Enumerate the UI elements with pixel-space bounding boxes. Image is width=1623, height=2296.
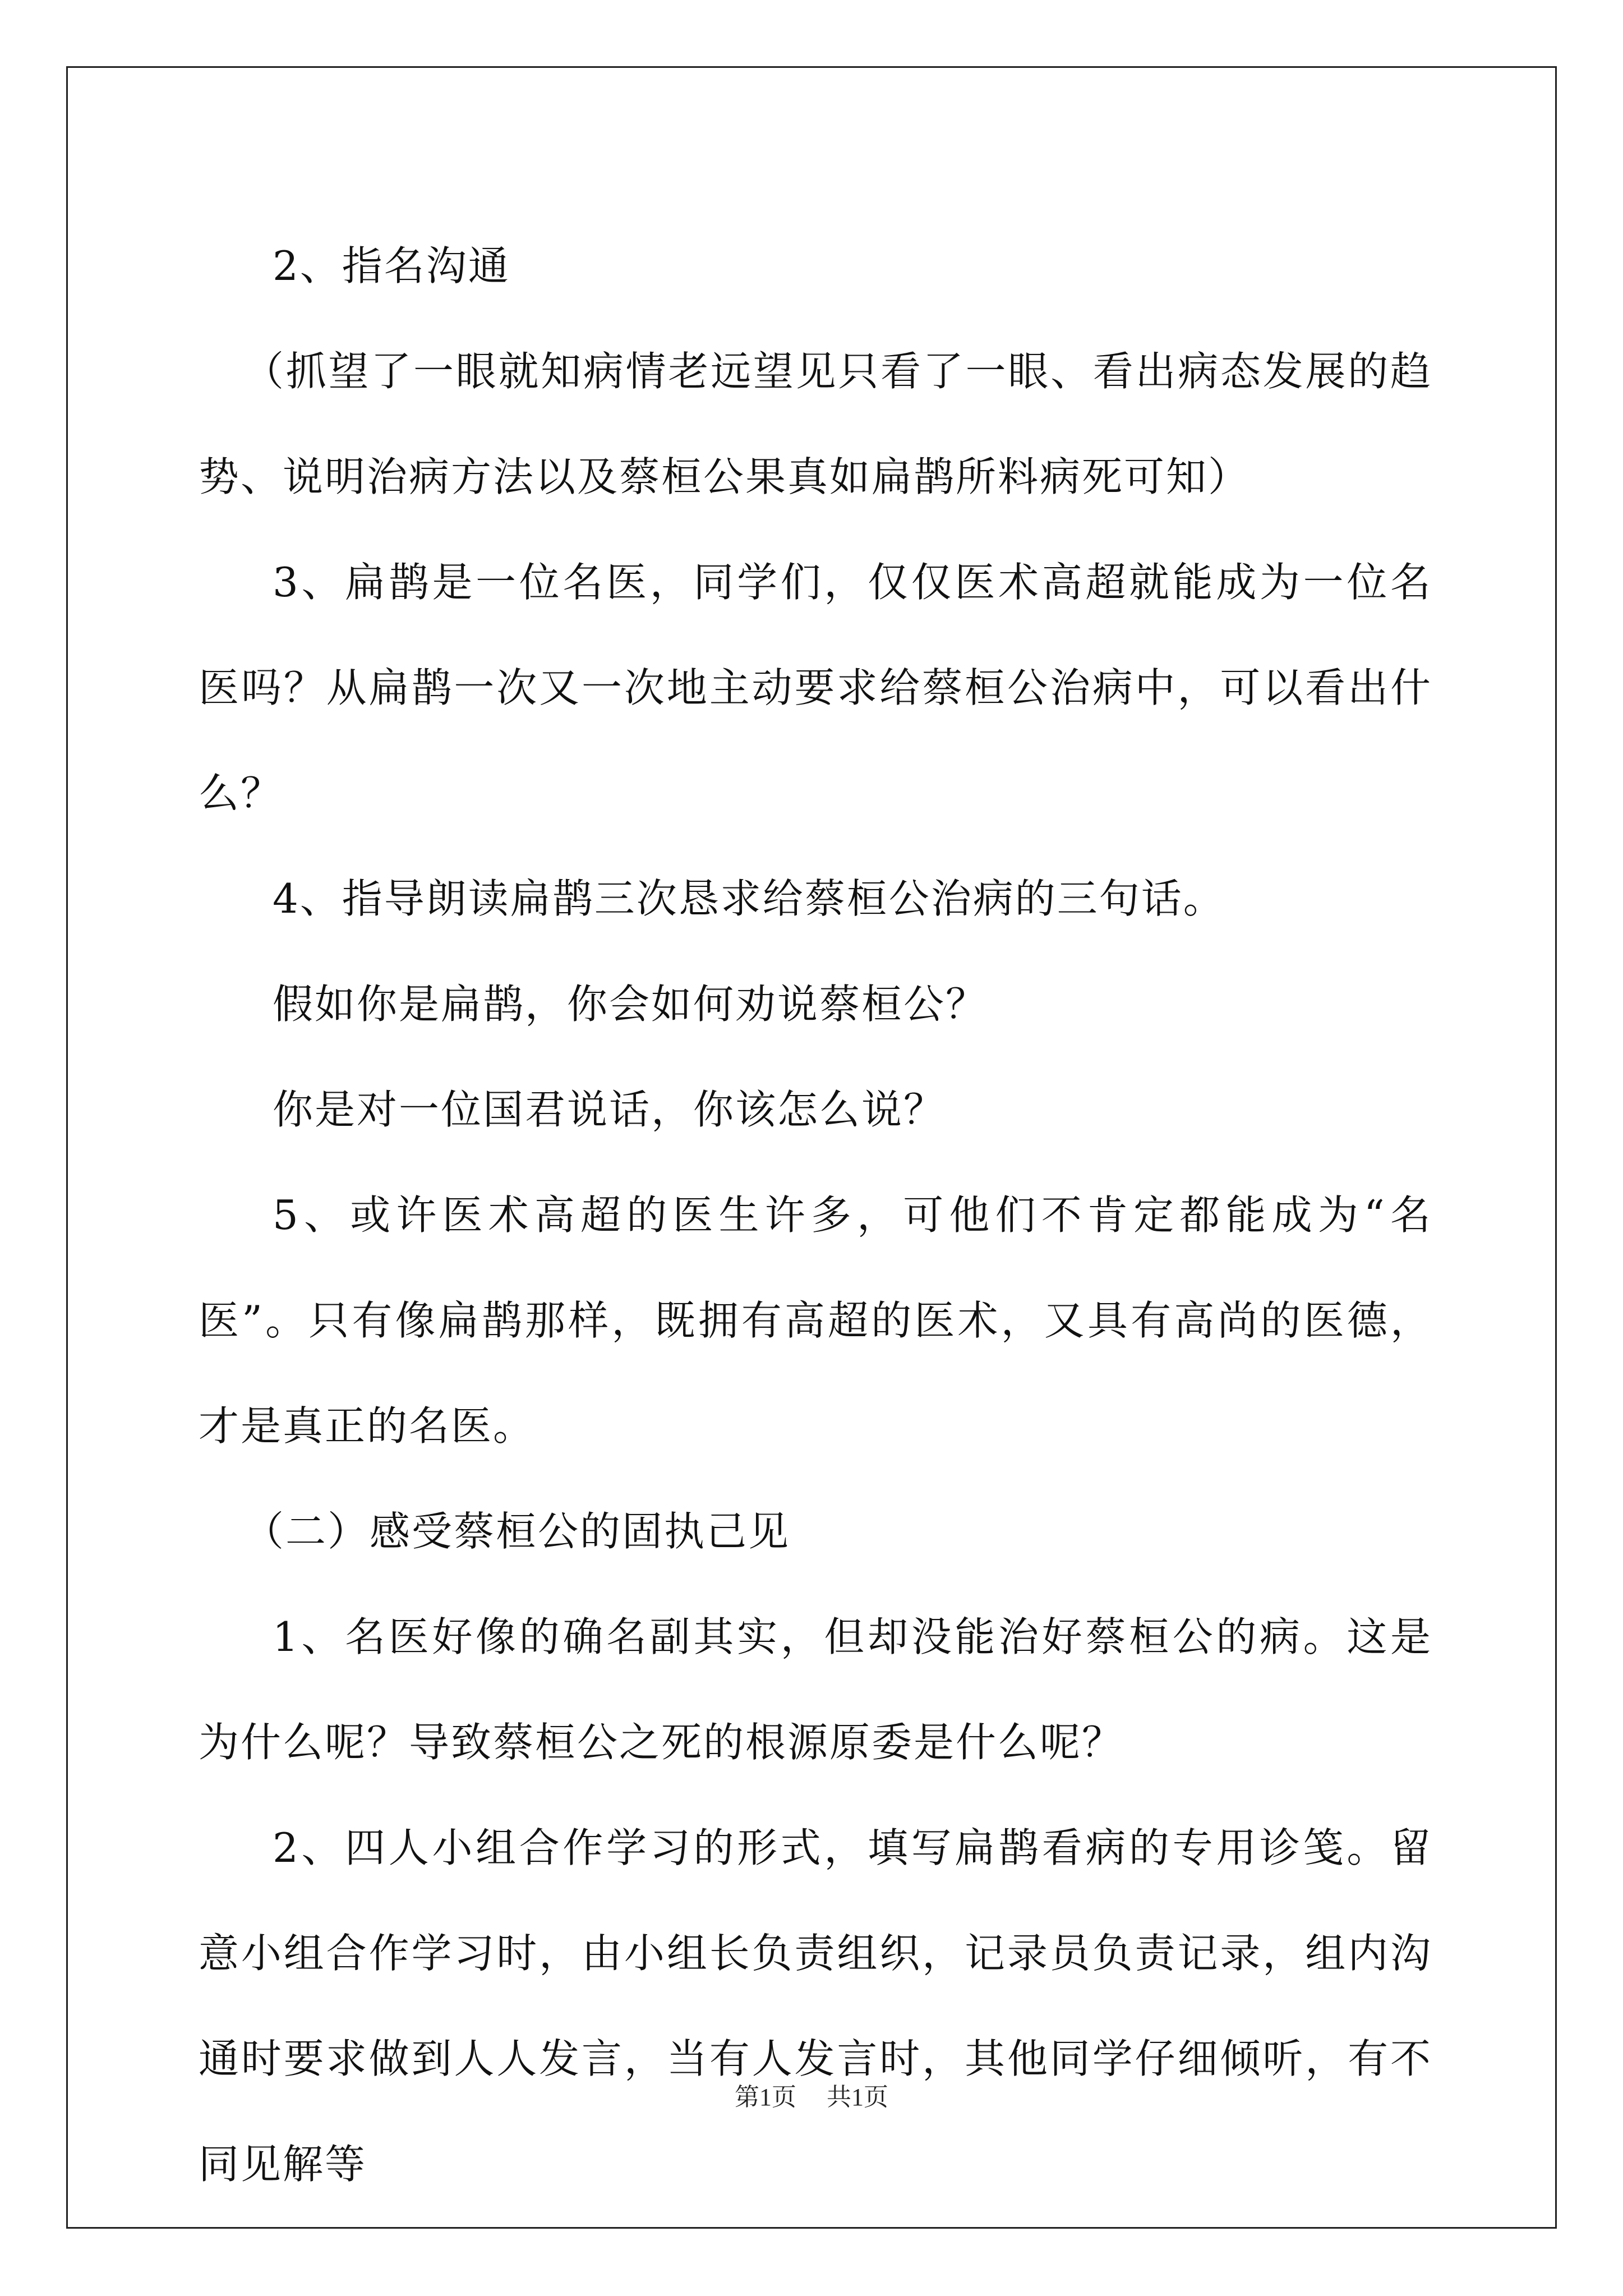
paragraph: 你是对一位国君说话，你该怎么说？ [273,1086,946,1133]
page-total: 共1页 [827,2083,888,2111]
paragraph: 2、四人小组合作学习的形式，填写扁鹊看病的专用诊笺。留意小组合作学习时，由小组长负责组织，记录员负责记录，组内沟通时要求做到人人发言，当有人发言时，其他同学仔细倾听，有不同见解等 [199,1824,1432,2188]
paragraph: 4、指导朗读扁鹊三次恳求给蔡桓公治病的三句话。 [273,875,1225,922]
document-body [199,213,1432,2217]
paragraph: 5、或许医术高超的医生许多，可他们不肯定都能成为“名医”。只有像扁鹊那样，既拥有高超的医术，又具有高尚的医德，才是真正的名医。 [199,1191,1432,1450]
paragraph: 1、名医好像的确名副其实，但却没能治好蔡桓公的病。这是为什么呢？导致蔡桓公之死的根源原委是什么呢？ [199,1613,1432,1766]
section-heading: （二）感受蔡桓公的固执己见 [243,1508,791,1555]
page-number: 第1页 [735,2083,796,2111]
paragraph: 假如你是扁鹊，你会如何劝说蔡桓公？ [273,981,988,1028]
paragraph: 2、指名沟通 [273,242,510,289]
paragraph: 3、扁鹊是一位名医，同学们，仅仅医术高超就能成为一位名医吗？从扁鹊一次又一次地主动要求给蔡桓公治病中，可以看出什么？ [199,559,1432,817]
paragraph: （抓望了一眼就知病情老远望见只看了一眼、看出病态发展的趋势、说明治病方法以及蔡桓公果真如扁鹊所料病死可知） [199,348,1432,500]
page-footer [0,2077,1623,2113]
